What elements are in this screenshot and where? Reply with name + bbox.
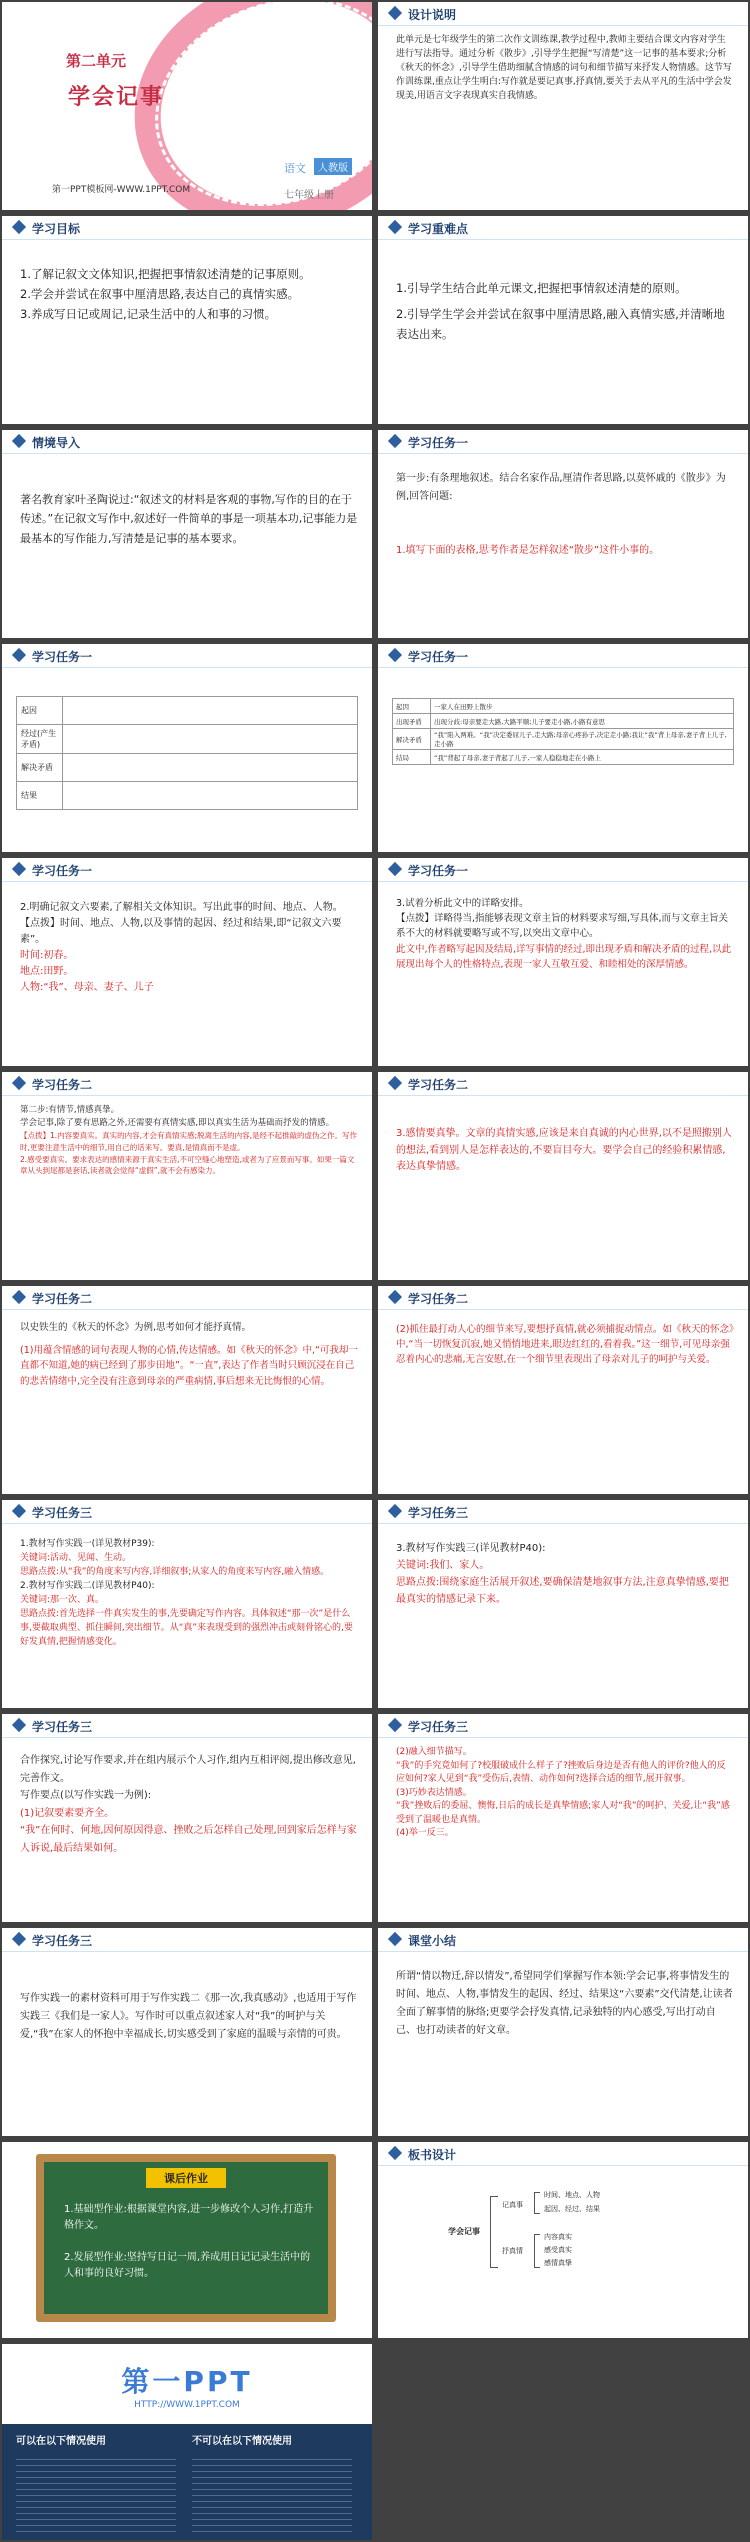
slide-title: 学习目标 [32,222,81,236]
table-label: 经过(产生矛盾) [17,725,63,754]
diamond-icon [12,1290,26,1304]
task2a-p2: 学会记事,除了要有思路之外,还需要有真情实感,即以真实生活为基础而抒发的情感。 [20,1118,335,1129]
can-use-title: 可以在以下情况使用 [16,2436,106,2447]
task3d-r3: (3)巧妙表达情感。 [396,1787,472,1798]
diamond-icon [388,2146,402,2160]
task2d-text: (2)抓住最打动人心的细节来写,要想抒真情,就必须捕捉动情点。如《秋天的怀念》中,“当一切恢复沉寂,她又悄悄地进来,眼边红红的,看着我。”这一细节,可见母亲强忍着内心的悲痛,无言安慰,在一个细节里表现出了母亲对儿子的呵护与关爱。 [396,1324,734,1366]
diamond-icon [388,1504,402,1518]
intro-slide [2,430,372,638]
slide-header [378,2,748,26]
slide-header [378,430,748,454]
task1e-body [396,896,734,972]
slide-header [2,1714,372,1738]
slide-header [2,430,372,454]
task1e-p1: 3.试着分析此文中的详略安排。 [396,898,529,909]
task2c-answer: (1)用蕴含情感的词句表现人物的心情,传达情感。如《秋天的怀念》中,“可我却一直都不知道,她的病已经到了那步田地”。“一直”,表达了作者当时只顾沉浸在自己的悲苦情绪中,完全没有注意到母亲的严重病情,事后想来无比悔恨的心情。 [20,1345,358,1387]
slide-title: 学习任务二 [32,1078,93,1092]
diamond-icon [12,862,26,876]
table-row [17,725,358,754]
board-leaf: 感情真挚 [544,2259,572,2267]
table-label: 起因 [17,697,63,725]
homework-item: 2.发展型作业:坚持写日记一周,养成用日记记录生活中的人和事的良好习惯。 [64,2252,311,2279]
brace-sub2 [534,2234,540,2268]
footer-url: HTTP://WWW.1PPT.COM [134,2400,240,2410]
task3b-kw: 关键词:我们、家人。 [396,1560,490,1571]
task1a-text: 第一步:有条理地叙述。结合名家作品,厘清作者思路,以莫怀戚的《散步》为例,回答问题: [396,473,726,502]
task1e-slide [378,858,748,1066]
slide-header [378,858,748,882]
board-branch-2: 抒真情 [502,2247,523,2255]
task3b-slide [378,1500,748,1708]
blank-table [16,696,358,810]
homework-slide [2,2142,372,2338]
slide-header [378,216,748,240]
slide-title: 设计说明 [408,8,457,22]
task3d-slide [378,1714,748,1922]
task3a-p2: 2.教材写作实践二(详见教材P40): [20,1580,155,1591]
board-leaf: 时间、地点、人物 [544,2191,600,2199]
slide-header [2,644,372,668]
diamond-icon [388,434,402,448]
table-label: 解决矛盾 [17,754,63,782]
task3e-text: 写作实践一的素材资料可用于写作实践二《那一次,我真感动》,也适用于写作实践三《我们是一家人》。写作时可以重点叙述家人对“我”的呵护与关爱,“我”在家人的怀抱中幸福成长,切实感受到了家庭的温暖与亲情的可贵。 [20,1993,357,2040]
slide-header [378,2142,748,2166]
table-row [17,697,358,725]
diamond-icon [12,1718,26,1732]
task3b-p1: 3.教材写作实践三(详见教材P40): [396,1543,546,1554]
table-cell: 出现分歧:母亲要走大路,大路平顺;儿子要走小路,小路有意思 [431,714,734,729]
cover-slide [2,2,372,210]
task3d-body [396,1746,734,1841]
answer-place: 地点:田野。 [20,966,74,977]
publisher-badge: 人教版 [314,158,352,175]
homework-title: 课后作业 [146,2168,226,2188]
diamond-icon [388,1076,402,1090]
task2c-body [20,1320,358,1389]
task3a-p1: 1.教材写作实践一(详见教材P39): [20,1539,155,1549]
task1d-slide [2,858,372,1066]
diamond-icon [388,1718,402,1732]
slide-title: 学习任务一 [32,864,93,878]
diamond-icon [388,1932,402,1946]
slide-title: 学习任务二 [408,1078,469,1092]
focus-slide [378,216,748,424]
task1e-p2: 【点拨】详略得当,指能够表现文章主旨的材料要求写细,写具体,而与文章主旨关系不大的材料就要略写或不写,以突出文章中心。 [396,913,729,940]
cover-title: 学会记事 [68,85,165,110]
task3a-slide [2,1500,372,1708]
task2c-slide [2,1286,372,1494]
slide-header [2,858,372,882]
task3a-body [20,1538,358,1650]
board-center: 学会记事 [448,2227,480,2236]
table-row [393,750,734,765]
intro-text: 著名教育家叶圣陶说过:“叙述文的材料是客观的事物,写作的目的在于传述。”在记叙文写作中,叙述好一件简单的事是一项基本功,记事能力是最基本的写作能力,写清楚是记事的基本要求。 [20,493,358,545]
slide-title: 情境导入 [32,436,81,450]
slide-header [2,1072,372,1096]
table-label: 结果 [17,782,63,810]
task3c-slide [2,1714,372,1922]
board-branch-1: 记真事 [502,2201,523,2209]
board-leaf: 起因、经过、结果 [544,2205,600,2213]
task2a-slide [2,1072,372,1280]
task2b-text: 3.感情要真挚。文章的真情实感,应该是来自真诚的内心世界,以不是照搬别人的想法,看到别人是怎样表达的,不要盲目夸大。要学会自己的经验积累情感,表达真挚情感。 [396,1128,732,1172]
diamond-icon [388,862,402,876]
brace-left [490,2196,498,2268]
slide-title: 学习任务三 [408,1720,469,1734]
task3a-hint2: 思路点拨:首先选择一件真实发生的事,先要确定写作内容。具体叙述“那一次”是什么事,要截取典型、抓住瞬间,突出细节。从“真”来表现受到的强烈冲击或刻骨铭心的,要好发真情,把握情感变化。 [20,1608,353,1647]
table-row [393,714,734,729]
task2c-p1: 以史铁生的《秋天的怀念》为例,思考如何才能抒真情。 [20,1322,252,1333]
table-row [393,729,734,750]
table-label: 起因 [393,699,431,714]
slide-header [2,216,372,240]
grade-label: 七年级上册 [284,190,334,201]
diamond-icon [388,648,402,662]
task2a-tip2: 2.感受要真实。要求表达的感情来源于真实生活,不可空缝心地塑造,或者为了应景而写事。如果一篇文章从头到尾都是套话,读者就会觉得“虚假”,就不会有感染力。 [20,1154,355,1176]
board-leaf: 内容真实 [544,2233,572,2241]
slide-title: 学习任务三 [32,1720,93,1734]
board-slide [378,2142,748,2338]
diamond-icon [12,220,26,234]
table-row [17,754,358,782]
subject-label: 语文 [284,162,306,175]
diamond-icon [12,1932,26,1946]
slide-header [378,1714,748,1738]
table-cell [63,754,358,782]
task1c-slide [378,644,748,852]
slide-title: 学习任务一 [32,650,93,664]
diamond-icon [12,1504,26,1518]
task3d-r2: “我”的手究竟如何了?校服破成什么样子了?挫败后身边是否有他人的评价?他人的反应如何?家人见到“我”受伤后,表情、动作如何?选择合适的细节,展开叙事。 [396,1760,726,1784]
task3b-hint: 思路点拨:围绕家庭生活展开叙述,要确保清楚地叙事方法,注意真挚情感,要把最真实的情感记录下来。 [396,1577,729,1605]
task3d-r5: (4)举一反三。 [396,1828,454,1838]
task3a-kw1: 关键词:活动、见闻、生动。 [20,1552,132,1563]
task2a-p1: 第二步:有情节,情感真挚。 [20,1105,120,1115]
slide-title: 学习任务一 [408,436,469,450]
diamond-icon [12,648,26,662]
task3c-r1: (1)记叙要素要齐全。 [20,1807,115,1819]
focus-item: 1.引导学生结合此单元课文,把握把事情叙述清楚的原则。 [396,281,687,295]
task3b-body [396,1540,734,1608]
focus-list [396,278,734,344]
task3d-r4: “我”挫败后的委屈、懊悔,日后的成长是真挚情感;家人对“我”的呵护、关爱,让“我”感受到了温暖也是真情。 [396,1801,730,1825]
diamond-icon [388,220,402,234]
board-leaf: 感受真实 [544,2246,572,2254]
brace-sub1 [534,2192,540,2214]
table-label: 解决矛盾 [393,729,431,750]
unit-label: 第二单元 [66,52,127,70]
slide-header [378,644,748,668]
task3c-p1: 合作探究,讨论写作要求,并在组内展示个人习作,组内互相评阅,提出修改意见,完善作文。 [20,1755,356,1784]
task2a-body [20,1104,358,1177]
slide-header [2,1928,372,1952]
slide-header [378,1286,748,1310]
task1a-question: 1.填写下面的表格,思考作者是怎样叙述“散步”这件小事的。 [396,545,660,556]
cover-site: 第一PPT模板网-WWW.1PPT.COM [52,185,191,195]
slide-title: 学习任务三 [408,1506,469,1520]
summary-slide [378,1928,748,2136]
task1d-p2: 【点拨】时间、地点、人物,以及事情的起因、经过和结果,即“记叙文六要素”。 [20,918,342,945]
diamond-icon [388,1290,402,1304]
task1e-answer: 此文中,作者略写起因及结局,详写事情的经过,即出现矛盾和解决矛盾的过程,以此展现出每个人的性格特点,表现一家人互敬互爱、和睦相处的深厚情感。 [396,943,732,970]
table-cell [63,782,358,810]
task1b-slide [2,644,372,852]
table-row [17,782,358,810]
task1d-p1: 2.明确记叙文六要素,了解相关文体知识。写出此事的时间、地点、人物。 [20,902,343,913]
slide-title: 学习任务三 [32,1506,93,1520]
slide-title: 学习任务二 [32,1292,93,1306]
cannot-use-title: 不可以在以下情况使用 [192,2436,292,2447]
task3e-slide [2,1928,372,2136]
answer-table [392,698,734,765]
slide-title: 板书设计 [408,2148,457,2162]
task3c-p2: 写作要点(以写作实践一为例): [20,1790,152,1801]
goals-list [20,264,358,324]
slide-title: 学习任务一 [408,650,469,664]
table-cell: 一家人在田野上散步 [431,699,734,714]
table-label: 结局 [393,750,431,765]
summary-text: 所谓“情以物迁,辞以情发”,希望同学们掌握写作本领:学会记事,将事情发生的时间、地点、人物,事情发生的起因、经过、结果这“六要素”交代清楚,让读者全面了解事情的脉络;更要学会抒发真情,记录独特的内心感受,写出打动自己、也打动读者的好文章。 [396,1971,733,2036]
focus-item: 2.引导学生学会并尝试在叙事中厘清思路,融入真情实感,并清晰地表达出来。 [396,307,725,342]
goal-item: 1.了解记叙文文体知识,把握把事情叙述清楚的记事原则。 [20,267,311,281]
goal-item: 3.养成写日记或周记,记录生活中的人和事的习惯。 [20,307,277,322]
task3c-body [20,1752,358,1857]
answer-people: 人物:“我”、母亲、妻子、儿子 [20,982,154,993]
task3a-hint1: 思路点拨:从“我”的角度来写内容,详细叙事;从家人的角度来写内容,融入情感。 [20,1566,330,1577]
slide-title: 学习重难点 [408,222,469,236]
design-text: 此单元是七年级学生的第二次作文训练课,教学过程中,教师主要结合课文内容对学生进行写法指导。通过分析《散步》,引导学生把握“写清楚”这一记事的基本要求;分析《秋天的怀念》,引导学生借助细腻含情感的词句和细节描写来抒发人物情感。这节写作训练课,重点让学生明白:写作就是要记真事,抒真情,要关于去从平凡的生活中学会发现美,用语言文字表现真实自我情感。 [396,35,732,101]
slide-title: 学习任务三 [32,1934,93,1948]
table-cell: “我”背起了母亲,妻子背起了儿子,一家人稳稳地走在小路上 [431,750,734,765]
task3a-kw2: 关键词:那一次、真。 [20,1594,105,1605]
task2a-tip1: 【点拨】1.内容要真实。真实的内容,才会有真情实感;脱离生活的内容,是经不起推敲的虚伪之作。写作时,更要注意生活中的细节,用自己的话来写。要真,是情真而不是虚。 [20,1131,357,1152]
table-cell [63,725,358,754]
slide-header [2,1500,372,1524]
slide-header [378,1928,748,1952]
can-use-lines [16,2454,176,2532]
goals-slide [2,216,372,424]
slide-header [2,1286,372,1310]
table-cell [63,697,358,725]
table-cell: “我”陷入两难。“我”决定委屈儿子,走大路;母亲心疼孙子,决定走小路;我让“我”背上母亲,妻子背上儿子,走小路 [431,729,734,750]
task3d-r1: (2)融入细节描写。 [396,1747,472,1757]
diamond-icon [12,434,26,448]
slide-title: 课堂小结 [408,1934,457,1948]
slide-header [378,1500,748,1524]
homework-item: 1.基础型作业:根据课堂内容,进一步修改个人习作,打造升格作文。 [64,2204,314,2231]
footer-ad [2,2344,372,2540]
cannot-use-lines [192,2454,352,2532]
goal-item: 2.学会并尝试在叙事中厘清思路,表达自己的真情实感。 [20,287,300,302]
table-row [393,699,734,714]
task1a-slide [378,430,748,638]
answer-time: 时间:初春。 [20,950,74,961]
diamond-icon [12,1076,26,1090]
design-slide [378,2,748,210]
footer-logo: 第一PPT [121,2365,253,2398]
slide-title: 学习任务一 [408,864,469,878]
diamond-icon [388,6,402,20]
slide-title: 学习任务二 [408,1292,469,1306]
table-label: 出现矛盾 [393,714,431,729]
task2d-slide [378,1286,748,1494]
slide-header [378,1072,748,1096]
task3c-r2: “我”在何时、何地,因何原因得意、挫败之后怎样自己处理,回到家后怎样与家人诉说,最后结果如何。 [20,1825,357,1854]
task2b-slide [378,1072,748,1280]
task1d-body [20,900,358,996]
